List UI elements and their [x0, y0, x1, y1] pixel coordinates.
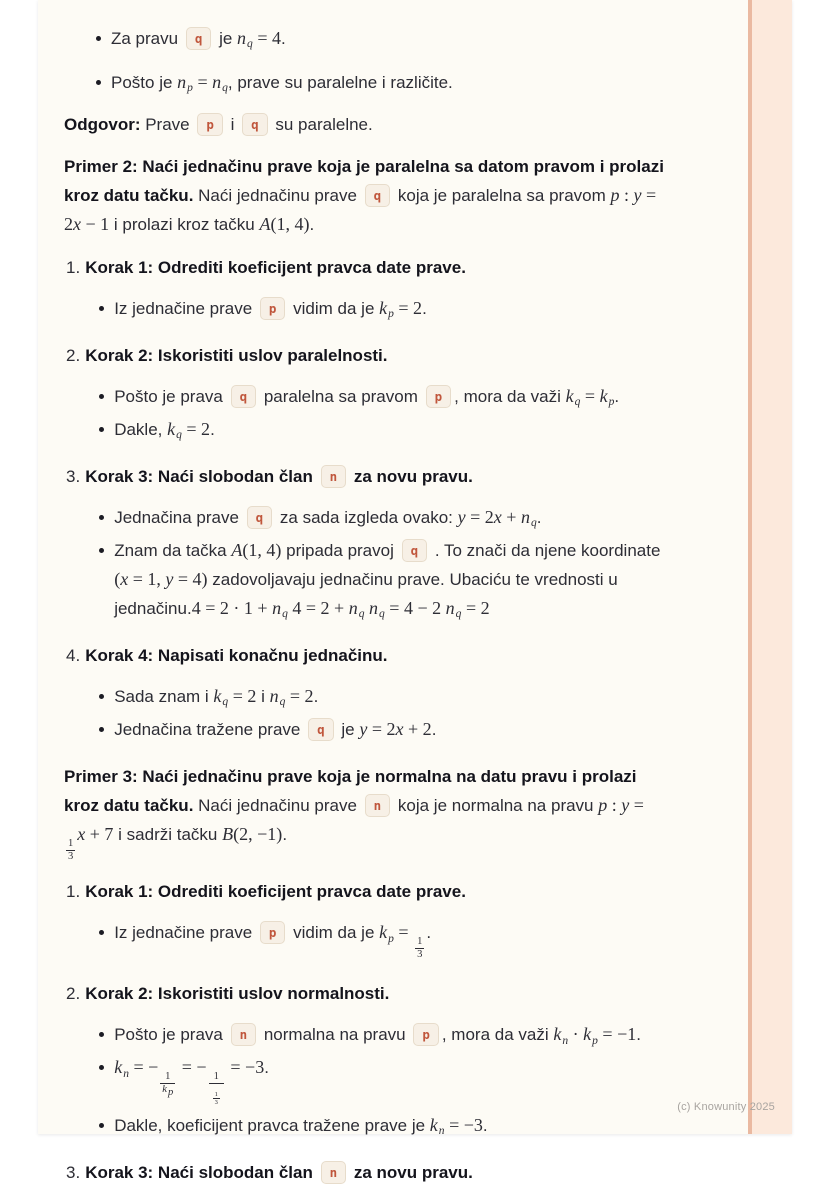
bold-text-segment: Primer 2: Naći jednačinu prave koja je paralelna sa datom pravom i prolazi: [64, 157, 664, 176]
list-item: [99, 1053, 748, 1107]
list-item: [96, 24, 748, 53]
math-segment: = −3: [225, 1057, 265, 1078]
math-segment: = −: [128, 1057, 159, 1078]
ordered-item-body: [85, 462, 748, 627]
text-segment: .: [281, 29, 286, 48]
text-segment: i: [256, 687, 270, 706]
list-item: [99, 918, 748, 961]
math-segment: 3: [214, 1099, 218, 1107]
text-segment: Jednačina prave: [114, 508, 244, 527]
math-variable: A: [259, 214, 271, 234]
math-segment: =: [393, 922, 414, 943]
math-variable: y: [359, 719, 368, 739]
math-segment: (: [114, 569, 121, 589]
text-segment: koja je paralelna sa pravom: [393, 186, 611, 205]
list-item-text: [114, 1020, 748, 1049]
math-variable: nq: [269, 686, 286, 709]
paragraph: [64, 152, 748, 239]
math-segment: = 2: [181, 419, 211, 439]
fraction-numerator: [213, 1091, 220, 1099]
ordered-list-item: [66, 641, 748, 748]
step-title: [85, 462, 748, 491]
math-segment: =: [580, 386, 600, 406]
inline-code-badge: p: [426, 385, 452, 408]
item-number: 1.: [66, 882, 81, 902]
list-item-text: [114, 415, 748, 444]
inline-code-badge: p: [413, 1023, 439, 1046]
inline-code-badge: p: [260, 921, 286, 944]
list-item-text: [114, 503, 748, 532]
bold-text-segment: Korak 4: Napisati konačnu jednačinu.: [85, 646, 388, 665]
math-segment: = 2: [228, 686, 257, 706]
math-variable: x: [395, 719, 404, 739]
inline-code-badge: q: [186, 27, 212, 50]
text-segment: Za pravu: [111, 29, 183, 48]
math-subscript: q: [222, 82, 228, 95]
math-variable: y: [165, 569, 174, 589]
bold-text-segment: Korak 2: Iskoristiti uslov normalnosti.: [85, 984, 390, 1004]
math-segment: :: [607, 795, 622, 815]
bullet-marker: [99, 930, 104, 935]
text-segment: .: [309, 215, 315, 234]
content-area: [38, 0, 748, 1187]
text-segment: Naći jednačinu prave: [193, 796, 362, 815]
math-segment: 1: [214, 1090, 218, 1098]
footer-credit: (c) Knowunity 2025: [677, 1101, 775, 1113]
text-segment: .: [426, 923, 432, 943]
math-fraction: [213, 1091, 220, 1107]
math-subscript: n: [562, 1034, 569, 1047]
math-subscript: q: [358, 608, 365, 621]
math-fraction: [209, 1071, 224, 1107]
math-segment: 3: [68, 850, 74, 862]
math-variable: kp: [599, 386, 615, 409]
math-segment: 3: [417, 948, 423, 960]
math-subscript: n: [438, 1125, 445, 1138]
fraction-denominator: [66, 850, 75, 863]
math-subscript: p: [187, 82, 193, 95]
math-variable: y: [621, 795, 630, 815]
list-item-text: [114, 1111, 748, 1140]
math-subscript: q: [176, 429, 182, 442]
math-segment: +: [501, 507, 521, 527]
fraction-numerator: [163, 1071, 172, 1083]
math-segment: 2: [64, 214, 74, 234]
paragraph: [64, 110, 748, 139]
math-segment: = 4: [252, 28, 281, 48]
list-item-text: [114, 715, 748, 744]
math-segment: =: [192, 72, 213, 92]
text-segment: .: [482, 1115, 488, 1135]
nested-bullet-list: [85, 682, 748, 744]
step-title: [85, 1158, 748, 1187]
bold-text-segment: Odgovor:: [64, 115, 141, 134]
ordered-item-body: [85, 641, 748, 748]
bullet-marker: [99, 1032, 104, 1037]
math-segment: = 2: [393, 298, 423, 318]
nested-bullet-list: [85, 1020, 748, 1140]
text-segment: koja je normalna na pravu: [393, 796, 599, 815]
fraction-denominator: [160, 1083, 175, 1099]
math-variable: kq: [167, 419, 182, 442]
list-item-text: [114, 682, 748, 711]
list-item-text: [111, 24, 748, 53]
math-variable: nq: [348, 598, 365, 621]
list-item-text: [114, 1053, 748, 1107]
ordered-item-body: [85, 877, 748, 965]
inline-code-badge: q: [308, 718, 334, 741]
nested-bullet-list: [85, 294, 748, 323]
math-variable: x: [493, 507, 502, 527]
text-segment: Naći jednačinu prave: [193, 186, 362, 205]
content-card: [38, 0, 792, 1182]
text-segment: .: [636, 1025, 641, 1045]
text-segment: .: [536, 508, 542, 527]
step-title: [85, 641, 748, 670]
math-variable: kn: [114, 1057, 129, 1080]
inline-code-badge: q: [402, 539, 428, 562]
math-variable: nq: [212, 72, 228, 95]
text-segment: , mora da važi: [441, 1025, 554, 1045]
math-segment: + 7: [85, 824, 114, 844]
list-item: [99, 682, 748, 711]
text-segment: . To znači da njene koordinate: [430, 541, 661, 560]
math-variable: nq: [520, 507, 537, 530]
text-segment: Sada znam i: [114, 687, 214, 706]
text-segment: Dakle,: [114, 420, 168, 439]
bullet-marker: [99, 548, 104, 553]
text-segment: Znam da tačka: [114, 541, 232, 560]
math-variable: kq: [565, 386, 581, 409]
bullet-marker: [99, 727, 104, 732]
math-subscript: q: [247, 38, 253, 51]
math-segment: 1: [68, 837, 74, 849]
math-variable: x: [77, 824, 86, 844]
inline-code-badge: n: [231, 1023, 257, 1046]
bullet-list: [64, 24, 748, 97]
math-variable: y: [633, 185, 642, 205]
math-segment: = −3: [444, 1114, 483, 1135]
math-segment: 1: [213, 1070, 219, 1082]
bold-text-segment: Korak 3: Naći slobodan član: [85, 1162, 318, 1182]
inline-code-badge: n: [365, 794, 391, 817]
ordered-list-item: [66, 253, 748, 327]
math-variable: y: [457, 507, 466, 527]
inline-code-badge: n: [321, 1161, 347, 1184]
math-variable: nq: [445, 598, 462, 621]
math-subscript: q: [379, 608, 385, 621]
paragraph: [64, 762, 748, 863]
step-title: [85, 877, 748, 906]
text-segment: paralelna sa pravom: [259, 387, 423, 406]
text-segment: .: [282, 825, 288, 844]
bullet-marker: [99, 306, 104, 311]
nested-bullet-list: [85, 918, 748, 961]
math-segment: 4 = 2 · 1 +: [191, 598, 273, 618]
inline-code-badge: p: [260, 297, 286, 320]
bullet-marker: [96, 36, 101, 41]
text-segment: Pošto je: [111, 73, 178, 92]
text-segment: Iz jednačine prave: [114, 299, 257, 318]
text-segment: .: [431, 720, 437, 739]
text-segment: su paralelne.: [270, 115, 373, 134]
text-segment: pripada pravoj: [281, 541, 399, 560]
bold-text-segment: kroz datu tačku.: [64, 186, 194, 205]
bullet-marker: [99, 515, 104, 520]
inline-code-badge: q: [247, 506, 273, 529]
right-margin-band: [752, 0, 792, 1134]
item-number: 2.: [66, 346, 81, 365]
math-fraction: [415, 936, 424, 961]
math-variable: nq: [369, 598, 385, 621]
ordered-list-item: [66, 341, 748, 448]
list-item: [99, 415, 748, 444]
list-item: [99, 536, 748, 623]
bold-text-segment: za novu pravu.: [349, 1162, 473, 1182]
math-segment: = 2: [367, 719, 396, 739]
text-segment: je: [214, 29, 238, 48]
math-segment: :: [619, 185, 634, 205]
math-fraction: [160, 1070, 175, 1099]
math-segment: = 2: [465, 507, 494, 527]
bullet-marker: [99, 1065, 104, 1070]
text-segment: Iz jednačine prave: [114, 923, 257, 943]
ordered-list: [64, 253, 748, 748]
text-segment: .: [614, 387, 620, 406]
text-segment: Prave: [140, 115, 195, 134]
ordered-list-item: [66, 877, 748, 965]
text-segment: .: [210, 420, 215, 439]
text-segment: , mora da važi: [454, 387, 566, 406]
math-variable: kn: [553, 1024, 569, 1047]
math-segment: 4 = 2 +: [287, 598, 349, 618]
math-variable: kq: [213, 686, 229, 709]
bold-text-segment: Korak 3: Naći slobodan član: [85, 467, 318, 486]
ordered-item-body: [85, 253, 748, 327]
bullet-marker: [99, 427, 104, 432]
bold-text-segment: za novu pravu.: [349, 467, 473, 486]
bullet-marker: [96, 80, 101, 85]
math-variable: p: [610, 185, 620, 205]
list-item: [99, 503, 748, 532]
step-title: [85, 341, 748, 370]
math-segment: = 2: [461, 598, 490, 618]
text-segment: vidim da je: [288, 923, 380, 943]
text-segment: .: [422, 299, 427, 318]
text-segment: i prolazi kroz tačku: [109, 215, 260, 234]
math-variable: p: [598, 795, 608, 815]
item-number: 3.: [66, 1162, 81, 1182]
math-fraction: [66, 838, 75, 863]
text-segment: .: [313, 687, 319, 706]
math-subscript: p: [388, 308, 394, 321]
bold-text-segment: Korak 1: Odrediti koeficijent pravca date prave.: [85, 258, 466, 277]
math-segment: = 4): [173, 569, 208, 589]
math-segment: (2, −1): [233, 824, 283, 844]
item-number: 1.: [66, 258, 81, 277]
math-variable: nq: [237, 28, 253, 51]
text-segment: i sadrži tačku: [113, 825, 223, 844]
fraction-denominator: [415, 948, 424, 961]
text-segment: je: [336, 720, 360, 739]
text-segment: jednačinu.: [114, 599, 192, 618]
text-segment: za sada izgleda ovako:: [275, 508, 458, 527]
fraction-numerator: [212, 1071, 221, 1083]
math-variable: x: [73, 214, 82, 234]
text-segment: normalna na pravu: [259, 1025, 411, 1045]
bullet-marker: [99, 394, 104, 399]
math-subscript: p: [167, 1087, 174, 1099]
nested-bullet-list: [85, 503, 748, 623]
math-subscript: p: [388, 932, 394, 945]
text-segment: Pošto je prava: [114, 1025, 228, 1045]
math-subscript: n: [123, 1067, 129, 1080]
item-number: 2.: [66, 984, 81, 1004]
item-number: 4.: [66, 646, 81, 665]
inline-code-badge: q: [242, 113, 268, 136]
bold-text-segment: Korak 2: Iskoristiti uslov paralelnosti.: [85, 346, 388, 365]
math-subscript: q: [282, 608, 288, 621]
fraction-numerator: [415, 936, 424, 948]
ordered-item-body: [85, 1158, 748, 1187]
math-variable: A: [231, 540, 243, 560]
fraction-denominator: [213, 1098, 220, 1107]
math-segment: ·: [568, 1024, 584, 1045]
step-title: [85, 979, 748, 1008]
math-variable: kp: [379, 922, 394, 945]
list-item-text: [114, 382, 748, 411]
ordered-item-body: [85, 979, 748, 1144]
text-segment: Jednačina tražene prave: [114, 720, 306, 739]
math-subscript: p: [608, 396, 615, 409]
inline-code-badge: q: [365, 184, 391, 207]
list-item: [96, 68, 748, 97]
fraction-denominator: [209, 1083, 224, 1107]
bullet-marker: [99, 1123, 104, 1128]
math-variable: B: [222, 824, 234, 844]
text-segment: .: [264, 1058, 269, 1078]
text-segment: Pošto je prava: [114, 387, 228, 406]
text-segment: zadovoljavaju jednačinu prave. Ubaciću te vrednosti u: [207, 570, 618, 589]
math-variable: kp: [379, 298, 394, 321]
text-segment: , prave su paralelne i različite.: [227, 73, 453, 92]
math-subscript: q: [222, 696, 229, 709]
list-item: [99, 1111, 748, 1140]
math-segment: 1: [165, 1070, 171, 1082]
math-variable: kn: [429, 1114, 445, 1138]
math-segment: − 1: [81, 214, 110, 234]
list-item: [99, 1020, 748, 1049]
math-subscript: q: [279, 696, 286, 709]
math-subscript: p: [592, 1034, 598, 1047]
inline-code-badge: q: [231, 385, 257, 408]
math-variable: np: [177, 72, 193, 95]
bullet-marker: [99, 694, 104, 699]
ordered-list: [64, 877, 748, 1187]
list-item-text: [114, 536, 748, 623]
inline-code-badge: n: [321, 465, 347, 488]
math-segment: + 2: [403, 719, 432, 739]
math-variable: kp: [162, 1084, 174, 1099]
math-subscript: q: [574, 396, 581, 409]
inline-code-badge: p: [197, 113, 223, 136]
fraction-numerator: [66, 838, 75, 850]
math-segment: = 1,: [128, 569, 166, 589]
math-segment: (1, 4): [270, 214, 310, 234]
math-segment: = −1: [597, 1024, 637, 1045]
math-segment: = 4 − 2: [384, 598, 446, 618]
nested-bullet-list: [85, 382, 748, 444]
bold-text-segment: Primer 3: Naći jednačinu prave koja je normalna na datu pravu i prolazi: [64, 767, 637, 786]
math-segment: =: [629, 795, 644, 815]
text-segment: Dakle, koeficijent pravca tražene prave je: [114, 1115, 430, 1135]
math-segment: =: [641, 185, 657, 205]
list-item: [99, 382, 748, 411]
list-item-text: [114, 918, 748, 961]
step-title: [85, 253, 748, 282]
list-item: [99, 715, 748, 744]
math-segment: (1, 4): [242, 540, 282, 560]
ordered-list-item: [66, 462, 748, 627]
text-segment: i: [225, 115, 240, 134]
bold-text-segment: Korak 1: Odrediti koeficijent pravca date prave.: [85, 882, 466, 902]
item-number: 3.: [66, 467, 81, 486]
math-subscript: q: [455, 608, 462, 621]
ordered-list-item: [66, 1158, 748, 1187]
math-segment: = 2: [285, 686, 314, 706]
text-segment: vidim da je: [288, 299, 380, 318]
list-item: [99, 294, 748, 323]
math-variable: x: [120, 569, 129, 589]
ordered-list-item: [66, 979, 748, 1144]
ordered-item-body: [85, 341, 748, 448]
math-variable: kp: [583, 1024, 598, 1047]
math-variable: nq: [272, 598, 288, 621]
math-segment: 1: [417, 935, 423, 947]
bold-text-segment: kroz datu tačku.: [64, 796, 194, 815]
list-item-text: [111, 68, 748, 97]
math-subscript: q: [530, 517, 537, 530]
list-item-text: [114, 294, 748, 323]
math-segment: = −: [177, 1057, 207, 1078]
right-margin-line: [748, 0, 752, 1134]
